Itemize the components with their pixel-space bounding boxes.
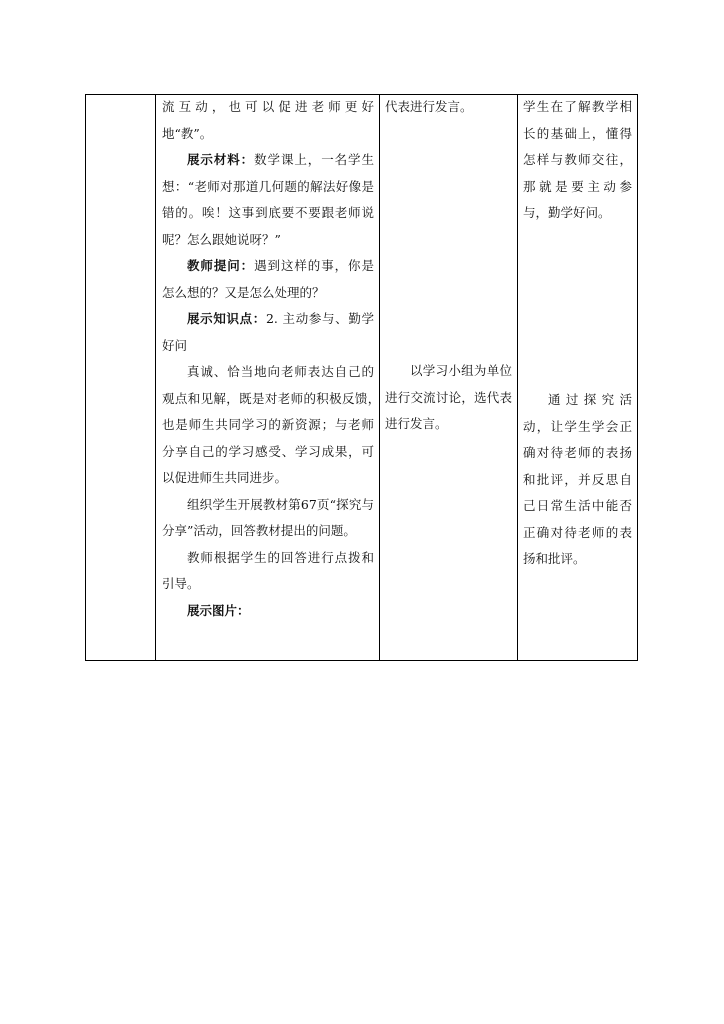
label-show-picture: 展示图片： (187, 602, 250, 618)
label-knowledge-point: 展示知识点： (187, 311, 266, 326)
paragraph-picture (162, 598, 374, 625)
paragraph-material (162, 147, 374, 253)
paragraph-continued: 流互动，也可以促进老师更好地“教”。 (162, 99, 374, 141)
label-teacher-question: 教师提问： (187, 258, 255, 273)
material-text: 数学课上，一名学生想：“老师对那道几何题的解法好像是错的。唉！这事到底要不要跟老师说呢？怎么跟她说呀？” (162, 152, 374, 247)
teacher-activity-column (156, 95, 387, 660)
question-text: 遇到这样的事，你是怎么想的？又是怎么处理的？ (162, 258, 374, 300)
lesson-plan-table (85, 94, 638, 661)
paragraph-activity: 组织学生开展教材第67页“探究与分享”活动，回答教材提出的问题。 (162, 496, 374, 538)
design-intent-top: 学生在了解教学相长的基础上，懂得怎样与教师交往，那就是要主动参与，勤学好问。 (523, 99, 632, 220)
student-activity-mid: 以学习小组为单位进行交流讨论，选代表进行发言。 (385, 363, 512, 431)
paragraph-explanation: 真诚、恰当地向老师表达自己的观点和见解，既是对老师的积极反馈， 也是师生共同学习的新资源；与老师分享自己的学习感受、学习成果，可以促进师生共同进步。 (162, 364, 387, 485)
section-column (86, 95, 156, 660)
student-activity-top: 代表进行发言。 (385, 99, 473, 114)
paragraph-knowledge (162, 306, 374, 359)
paragraph-guidance: 教师根据学生的回答进行点拨和引导。 (162, 549, 374, 591)
student-activity-column (380, 95, 518, 660)
teacher-activity-cell (162, 94, 387, 624)
knowledge-text: 2. 主动参与、勤学好问 (162, 311, 374, 353)
label-show-material: 展示材料： (187, 152, 255, 167)
design-intent-mid: 通过探究活动，让学生学会正确对待老师的表扬和批评，并反思自己日常生活中能否正确对待老师的表扬和批评。 (523, 392, 632, 566)
paragraph-question (162, 253, 374, 306)
design-intent-column (518, 95, 637, 660)
